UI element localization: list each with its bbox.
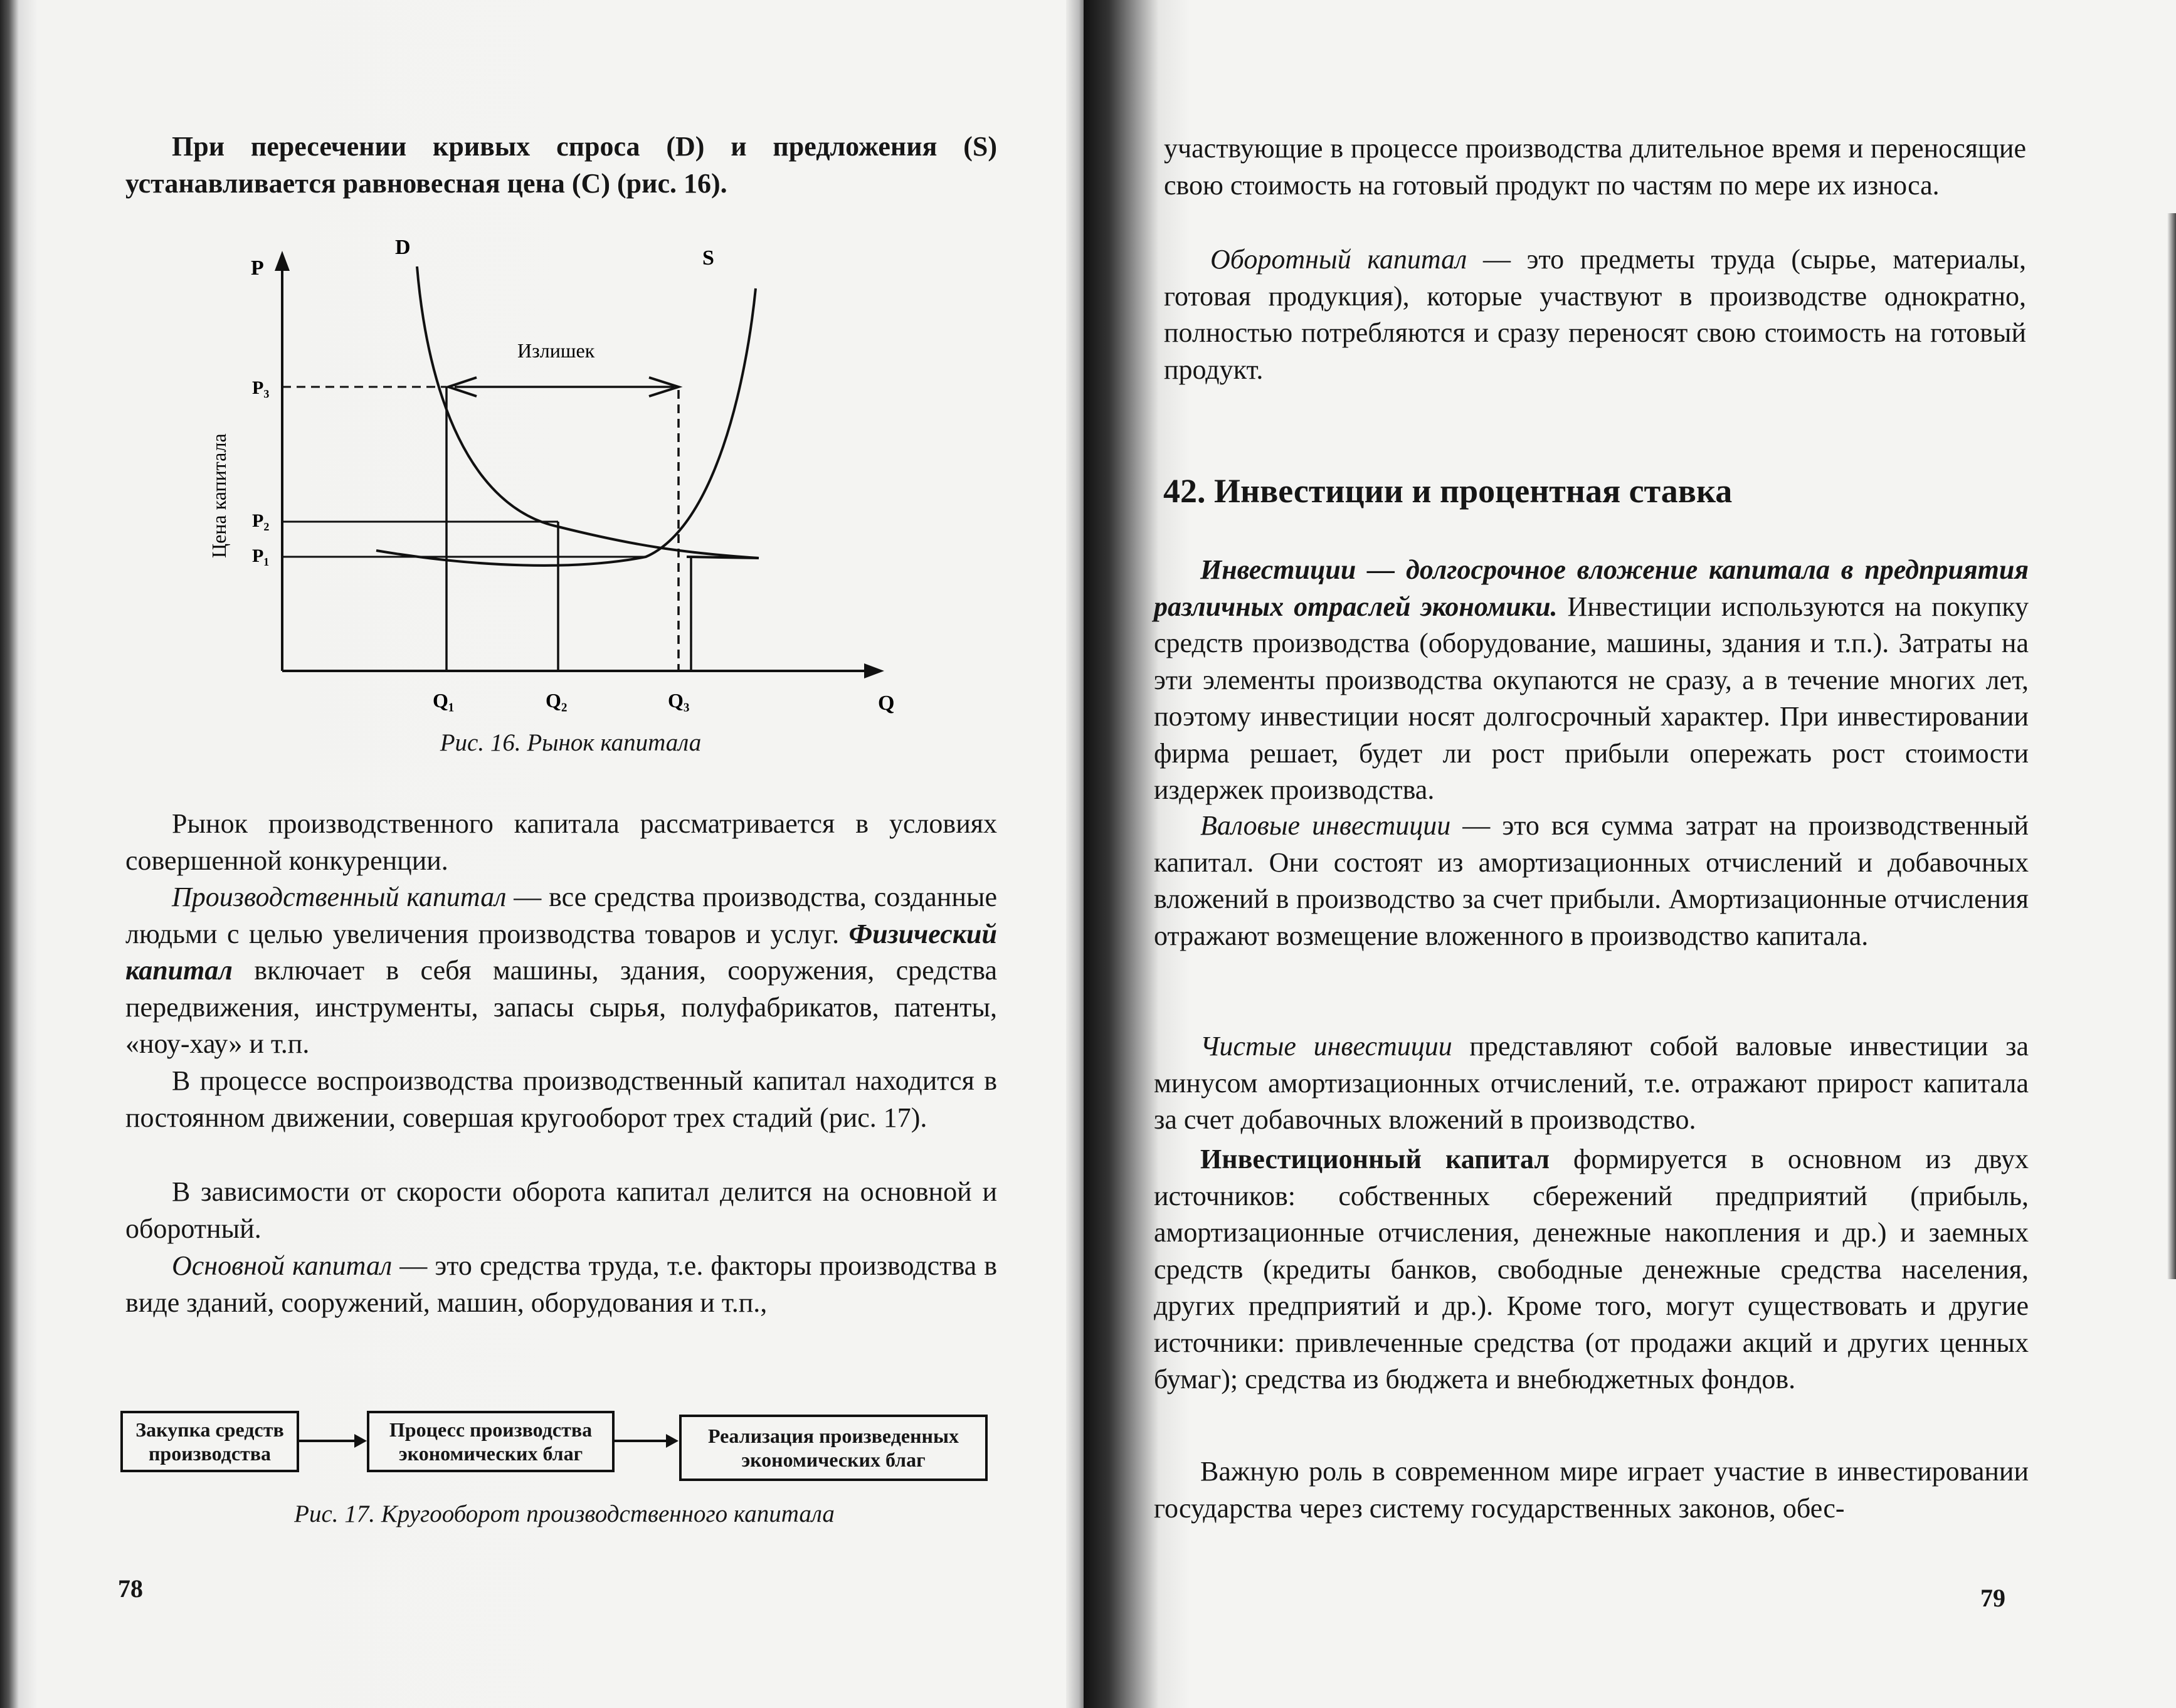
right-page [1084,0,2176,1708]
demand-curve [417,266,759,558]
section-heading: 42. Инвестиции и процентная ставка [1163,472,1733,510]
term-investments: Инвестиции [1200,554,1356,585]
paragraph-net-investments: Чистые инвестиции представляют собой валовые инвестиции за минусом амортизационных отчислений, т.е. отражают прирост капитала за счет добавочных вложений в производство. [1154,1031,2029,1135]
page-edge [2167,213,2176,1279]
q3-label: Q₃ [668,689,690,712]
p2-label: P₂ [252,510,270,531]
paragraph-investment-capital: Инвестиционный капитал формируется в основном из двух источников: собственных сбережений предприятий (прибыль, амортизационные отчисления, денежные накопления и др.) и заемных средств (кредиты банков, свободные денежные средства населения, других предприятий и др.). Кроме того, могут существовать и другие источники: привлеченные средства (от продажи акций и других ценных бумаг); средства из бюджета и внебюджетных фондов. [1154,1144,2029,1394]
term-working-capital: Оборотный капитал [1210,244,1467,275]
supply-tail [687,557,759,558]
q1-label: Q₁ [433,689,455,712]
term-investment-capital: Инвестиционный капитал [1200,1144,1550,1174]
s-curve-label: S [702,246,714,270]
paragraph-gross-investments: Валовые инвестиции — это вся сумма затрат на производственный капитал. Они состоят из амортизационных отчислений и добавочных вложений в производство за счет прибыли. Амортизационные отчисления отражают возмещение вложенного в производство капитала. [1154,810,2029,951]
paragraph-working-capital: Оборотный капитал — это предметы труда (сырье, материалы, готовая продукция), которые участвуют в производстве однократно, полностью потребляются и сразу переносят свою стоимость на готовый продукт. [1164,244,2026,385]
flow-box-realization: Реализация произведенных экономических благ [679,1415,988,1481]
left-page [0,0,1084,1708]
paragraph-state-role: Важную роль в современном мире играет участие в инвестировании государства через систему государственных законов, обес- [1154,1456,2029,1524]
term-fixed-capital: Основной капитал [172,1250,393,1281]
paragraph-market: Рынок производственного капитала рассматривается в условиях совершенной конкуренции. [125,808,997,876]
surplus-label: Излишек [517,339,595,362]
y-axis-title: Цена капитала [208,433,230,558]
p1-label: P₁ [252,546,270,566]
flow-box-production: Процесс производства экономических благ [367,1411,615,1472]
term-production-capital: Производственный капитал [172,882,507,912]
term-physical-capital: Физический капитал [125,918,997,986]
page-number-left: 78 [118,1574,143,1603]
p3-label: P₃ [252,377,270,398]
term-net-investments: Чистые инвестиции [1200,1031,1452,1062]
figure17-caption: Рис. 17. Кругооборот производственного капитала [294,1500,835,1527]
flow-box-purchase: Закупка средств производства [120,1411,299,1472]
paragraph-investments: Инвестиции — долгосрочное вложение капитала в предприятия различных отраслей экономики. Инвестиции используются на покупку средств производства (оборудование, машины, здания и т.п.). Затраты на эти элементы производства окупаются не сразу, а в течение многих лет, поэтому инвестиции носят долгосрочный характер. При инвестировании фирма решает, будет ли рост прибыли опережать рост стоимости издержек производства. [1154,554,2029,805]
term-gross-investments: Валовые инвестиции [1200,810,1451,841]
page-number-right: 79 [1980,1584,2005,1612]
capital-market-diagram [207,232,928,721]
d-curve-label: D [395,236,411,259]
q2-label: Q₂ [546,689,568,712]
supply-curve [376,288,756,566]
paragraph-reproduction: В процессе воспроизводства производственный капитал находится в постоянном движении, совершая кругооборот трех стадий (рис. 17). [125,1065,997,1133]
intro-paragraph: При пересечении кривых спроса (D) и предложения (S) устанавливается равновесная цена (С) (рис. 16). [125,131,997,199]
q-axis-arrow [864,663,884,678]
paragraph-continuation: участвующие в процессе производства длительное время и переносящие свою стоимость на готовый продукт по частям по мере их износа. [1164,133,2026,201]
p-axis-arrow [275,251,290,271]
figure16-caption: Рис. 16. Рынок капитала [440,729,702,756]
flow-arrow-1 [299,1431,368,1450]
p-axis-label: P [251,256,264,280]
q-axis-label: Q [878,692,895,715]
flow-arrow-2 [615,1431,680,1450]
paragraph-fixed-capital: Основной капитал — это средства труда, т.е. факторы производства в виде зданий, сооружений, машин, оборудования и т.п., [125,1250,997,1318]
paragraph-production-capital: Производственный капитал — все средства производства, созданные людьми с целью увеличения производства товаров и услуг. Физический капитал включает в себя машины, здания, сооружения, средства передвижения, инструменты, запасы сырья, полуфабрикатов, патенты, «ноу-хау» и т.п. [125,882,997,1059]
paragraph-turnover: В зависимости от скорости оборота капитал делится на основной и оборотный. [125,1176,997,1244]
